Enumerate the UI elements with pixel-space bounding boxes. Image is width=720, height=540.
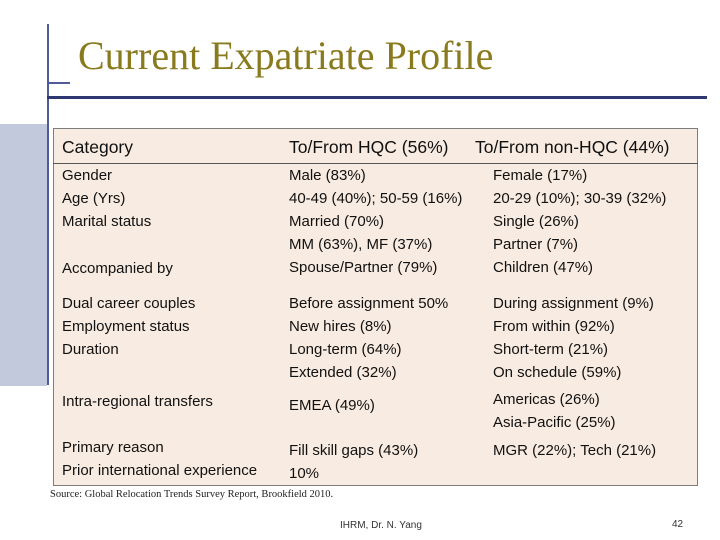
table-cell-non-hqc: 20-29 (10%); 30-39 (32%): [493, 190, 667, 207]
table-cell-non-hqc: Asia-Pacific (25%): [493, 414, 616, 431]
table-cell-category: Dual career couples: [62, 295, 196, 312]
page-number: 42: [672, 519, 684, 530]
table-header-divider: [53, 163, 698, 164]
slide-footer: IHRM, Dr. N. Yang: [340, 520, 422, 531]
table-cell-category: Prior international experience: [62, 462, 258, 479]
table-cell-hqc: 10%: [289, 465, 320, 482]
table-cell-hqc: Male (83%): [289, 167, 366, 184]
table-cell-non-hqc: Children (47%): [493, 259, 594, 276]
table-cell-non-hqc: Partner (7%): [493, 236, 579, 253]
table-cell-hqc: MM (63%), MF (37%): [289, 236, 433, 253]
table-cell-non-hqc: Single (26%): [493, 213, 579, 230]
table-cell-non-hqc: On schedule (59%): [493, 364, 622, 381]
table-cell-non-hqc: Short-term (21%): [493, 341, 609, 358]
table-cell-category: Age (Yrs): [62, 190, 126, 207]
slide-title: Current Expatriate Profile: [78, 33, 494, 78]
table-cell-category: Marital status: [62, 213, 152, 230]
table-cell-non-hqc: MGR (22%); Tech (21%): [493, 442, 657, 459]
table-cell-hqc: New hires (8%): [289, 318, 392, 335]
table-cell-hqc: Married (70%): [289, 213, 385, 230]
header-category: Category: [62, 137, 134, 157]
table-cell-non-hqc: Americas (26%): [493, 391, 600, 408]
table-cell-hqc: Long-term (64%): [289, 341, 402, 358]
table-cell-hqc: EMEA (49%): [289, 397, 375, 414]
table-cell-non-hqc: From within (92%): [493, 318, 615, 335]
table-cell-non-hqc: Female (17%): [493, 167, 588, 184]
table-cell-category: Accompanied by: [62, 260, 173, 277]
table-cell-hqc: Spouse/Partner (79%): [289, 259, 438, 276]
title-underline: [47, 96, 707, 99]
table-cell-category: Duration: [62, 341, 119, 358]
table-cell-hqc: 40-49 (40%); 50-59 (16%): [289, 190, 463, 207]
table-cell-category: Primary reason: [62, 439, 164, 456]
table-cell-category: Intra-regional transfers: [62, 393, 213, 410]
header-non-hqc: To/From non-HQC (44%): [475, 137, 670, 157]
source-citation: Source: Global Relocation Trends Survey Report, Brookfield 2010.: [50, 489, 334, 500]
header-hqc: To/From HQC (56%): [289, 137, 449, 157]
table-cell-category: Employment status: [62, 318, 190, 335]
table-cell-hqc: Extended (32%): [289, 364, 397, 381]
table-cell-category: Gender: [62, 167, 113, 184]
decorative-vertical-line: [47, 24, 49, 385]
decorative-horizontal-tick: [47, 82, 70, 84]
table-cell-non-hqc: During assignment (9%): [493, 295, 654, 312]
decorative-side-bar: [0, 124, 47, 386]
table-cell-hqc: Before assignment 50%: [289, 295, 449, 312]
table-cell-hqc: Fill skill gaps (43%): [289, 442, 419, 459]
